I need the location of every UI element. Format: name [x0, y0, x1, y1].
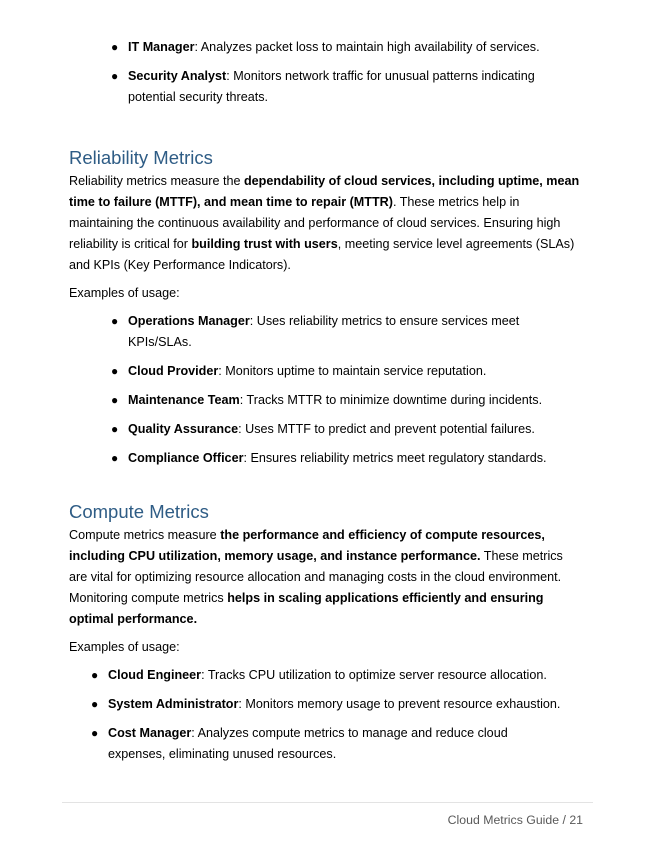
compute-paragraph — [69, 525, 584, 630]
reliability-bullet-list — [111, 311, 548, 469]
list-item — [91, 694, 578, 715]
list-item-role: Maintenance Team — [128, 393, 240, 407]
footer-divider — [62, 802, 593, 803]
top-bullet-list — [111, 37, 568, 108]
list-item — [91, 723, 528, 765]
list-item-role: Compliance Officer — [128, 451, 244, 465]
list-item — [111, 448, 548, 469]
bullet-icon: ● — [111, 314, 119, 328]
bullet-icon: ● — [91, 726, 99, 740]
list-item-text: : Monitors memory usage to prevent resource exhaustion. — [238, 697, 561, 711]
list-item-text: : Tracks CPU utilization to optimize server resource allocation. — [201, 668, 547, 682]
list-item-role: Quality Assurance — [128, 422, 239, 436]
list-item-text: : Tracks MTTR to minimize downtime during incidents. — [239, 393, 543, 407]
paragraph-bold-text: building trust with users — [191, 237, 338, 251]
reliability-section — [69, 147, 584, 169]
bullet-icon: ● — [111, 69, 119, 83]
paragraph-bold-text: helps in scaling applications efficiently and ensuring optimal performance. — [69, 591, 544, 626]
compute-examples-label: Examples of usage: — [69, 640, 180, 654]
bullet-icon: ● — [111, 451, 119, 465]
page-footer: Cloud Metrics Guide / 21 — [447, 813, 583, 827]
paragraph-text: Reliability metrics measure the — [69, 174, 244, 188]
reliability-heading: Reliability Metrics — [69, 147, 213, 168]
paragraph-bold-text: the performance and efficiency of compute resources, including CPU utilization, memory usage, and instance performance. — [69, 528, 545, 563]
compute-section — [69, 501, 584, 523]
bullet-icon: ● — [111, 364, 119, 378]
list-item — [111, 361, 548, 382]
list-item — [111, 390, 548, 411]
list-item-role: Cloud Engineer — [108, 668, 202, 682]
bullet-icon: ● — [111, 393, 119, 407]
paragraph-bold-text: dependability of cloud services, including uptime, mean time to failure (MTTF), and mean time to repair (MTTR) — [69, 174, 580, 209]
list-item — [111, 66, 568, 108]
bullet-icon: ● — [111, 422, 119, 436]
list-item — [111, 311, 548, 353]
bullet-icon: ● — [91, 668, 99, 682]
list-item-role: Cost Manager — [108, 726, 192, 740]
list-item-text: : Monitors uptime to maintain service reputation. — [218, 364, 487, 378]
compute-examples-block — [69, 637, 584, 658]
list-item-text: : Analyzes packet loss to maintain high availability of services. — [194, 40, 540, 54]
reliability-examples-block — [69, 283, 584, 304]
compute-paragraph-block — [69, 525, 584, 630]
reliability-paragraph — [69, 171, 584, 276]
paragraph-text: , meeting service level agreements (SLAs) and KPIs (Key Performance Indicators). — [69, 237, 575, 272]
paragraph-text: Compute metrics measure — [69, 528, 221, 542]
list-item-role: IT Manager — [128, 40, 195, 54]
bullet-icon: ● — [111, 40, 119, 54]
list-item-role: Cloud Provider — [128, 364, 219, 378]
list-item — [111, 419, 548, 440]
paragraph-text: . These metrics help in maintaining the continuous availability and performance of cloud services. Ensuring high reliability is critical for — [69, 195, 561, 251]
reliability-examples-label: Examples of usage: — [69, 286, 180, 300]
list-item-role: System Administrator — [108, 697, 239, 711]
reliability-paragraph-block — [69, 171, 584, 276]
list-item — [91, 665, 578, 686]
list-item — [111, 37, 568, 58]
list-item-text: : Analyzes compute metrics to manage and reduce cloud expenses, eliminating unused resources. — [108, 726, 508, 761]
compute-heading: Compute Metrics — [69, 501, 209, 522]
list-item-text: : Monitors network traffic for unusual patterns indicating potential security threats. — [128, 69, 535, 104]
list-item-role: Security Analyst — [128, 69, 227, 83]
paragraph-text: These metrics are vital for optimizing resource allocation and managing costs in the cloud environment. Monitoring compute metrics — [69, 549, 563, 605]
list-item-text: : Uses MTTF to predict and prevent potential failures. — [238, 422, 535, 436]
list-item-text: : Ensures reliability metrics meet regulatory standards. — [243, 451, 547, 465]
list-item-text: : Uses reliability metrics to ensure services meet KPIs/SLAs. — [128, 314, 520, 349]
list-item-role: Operations Manager — [128, 314, 250, 328]
compute-bullet-list — [91, 665, 578, 765]
bullet-icon: ● — [91, 697, 99, 711]
